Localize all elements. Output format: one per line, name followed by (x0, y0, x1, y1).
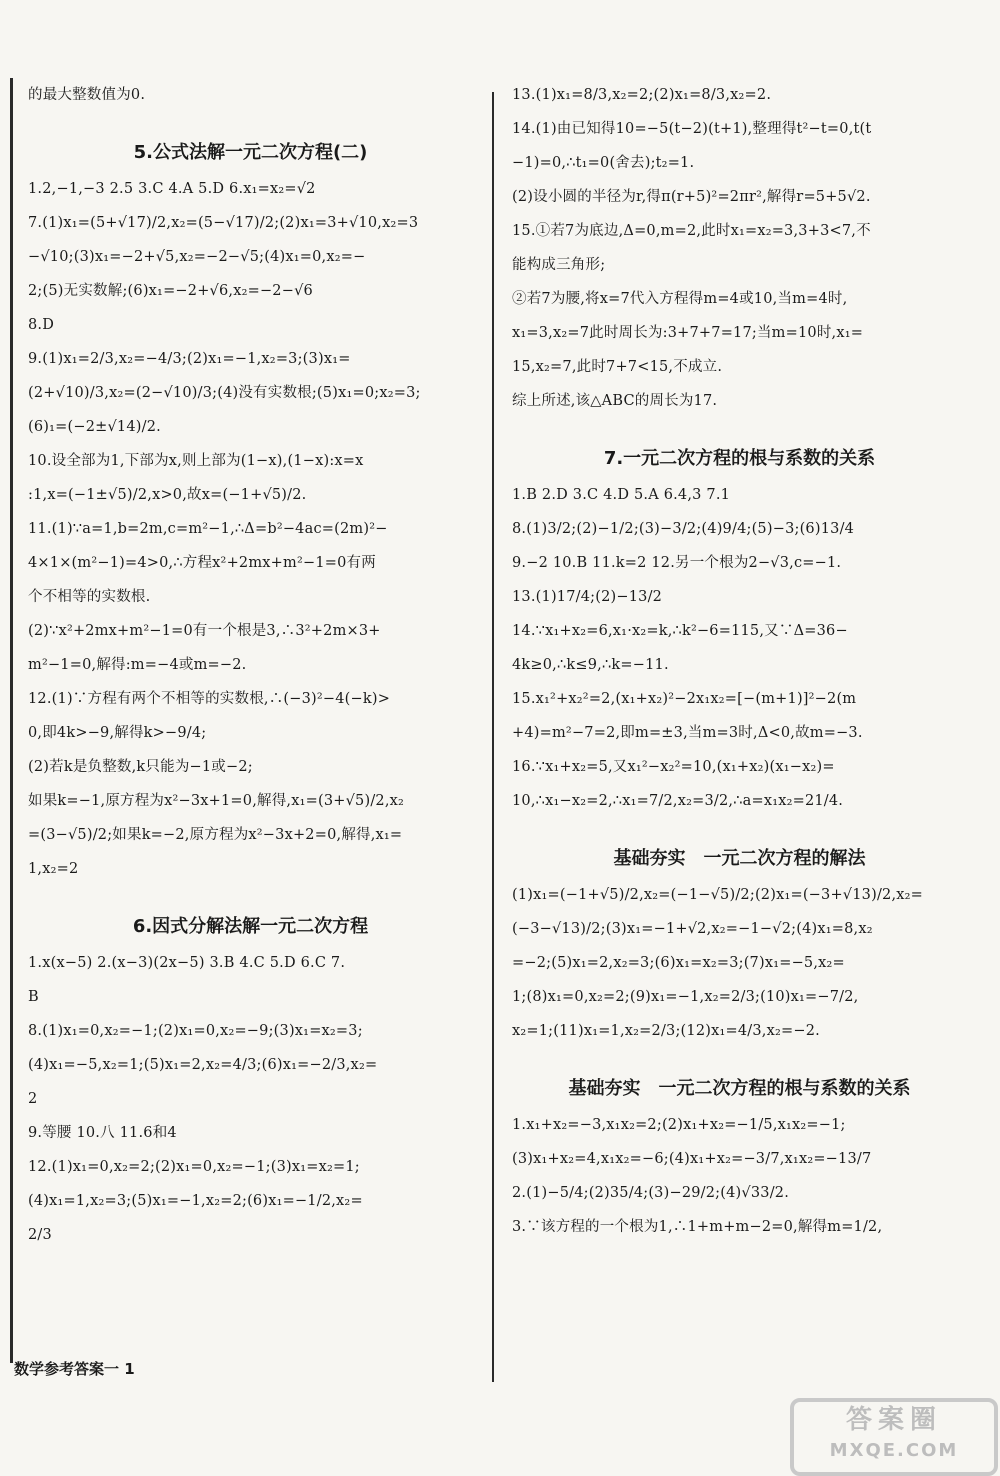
answer-line: −1)=0,∴t₁=0(舍去);t₂=1. (512, 155, 695, 171)
answer-line: 9.(1)x₁=2/3,x₂=−4/3;(2)x₁=−1,x₂=3;(3)x₁= (28, 351, 351, 367)
answer-line: 2;(5)无实数解;(6)x₁=−2+√6,x₂=−2−√6 (28, 283, 313, 299)
right-column (512, 78, 967, 1244)
answer-line: (4)x₁=1,x₂=3;(5)x₁=−1,x₂=2;(6)x₁=−1/2,x₂= (28, 1193, 363, 1209)
answer-line: 13.(1)x₁=8/3,x₂=2;(2)x₁=8/3,x₂=2. (512, 87, 772, 103)
answer-line: 13.(1)17/4;(2)−13/2 (512, 589, 663, 605)
answer-line: (6)₁=(−2±√14)/2. (28, 419, 161, 435)
answer-line: 16.∵x₁+x₂=5,又x₁²−x₂²=10,(x₁+x₂)(x₁−x₂)= (512, 759, 835, 775)
answer-line: x₂=1;(11)x₁=1,x₂=2/3;(12)x₁=4/3,x₂=−2. (512, 1023, 820, 1039)
continued-answers (512, 78, 967, 418)
answer-line: 12.(1)∵方程有两个不相等的实数根,∴(−3)²−4(−k)> (28, 691, 391, 707)
basic-solving-title: 基础夯实 一元二次方程的解法 (613, 848, 866, 869)
basic-roots-body (512, 1108, 967, 1244)
watermark-logo-text: 答案圈 (845, 1405, 942, 1435)
basic-roots-title: 基础夯实 一元二次方程的根与系数的关系 (568, 1078, 911, 1099)
answer-line: m²−1=0,解得:m=−4或m=−2. (28, 657, 247, 673)
answer-line: 8.(1)3/2;(2)−1/2;(3)−3/2;(4)9/4;(5)−3;(6)13/4 (512, 521, 855, 537)
answer-line: 1.x(x−5) 2.(x−3)(2x−5) 3.B 4.C 5.D 6.C 7. (28, 955, 346, 971)
answer-line: :1,x=(−1±√5)/2,x>0,故x=(−1+√5)/2. (28, 487, 307, 503)
section-5-title: 5.公式法解一元二次方程(二) (133, 142, 368, 163)
answer-line: (−3−√13)/2;(3)x₁=−1+√2,x₂=−1−√2;(4)x₁=8,x₂ (512, 921, 873, 937)
left-column (28, 78, 473, 1252)
answer-line: 15.x₁²+x₂²=2,(x₁+x₂)²−2x₁x₂=[−(m+1)]²−2(m (512, 691, 857, 707)
answer-line: 1,x₂=2 (28, 861, 79, 877)
answer-line: 综上所述,该△ABC的周长为17. (512, 393, 718, 409)
answer-line: (2)若k是负整数,k只能为−1或−2; (28, 759, 253, 775)
answer-line: 15,x₂=7,此时7+7<15,不成立. (512, 359, 723, 375)
intro-line: 的最大整数值为0. (28, 87, 146, 103)
answer-line: 3.∵该方程的一个根为1,∴1+m+m−2=0,解得m=1/2, (512, 1219, 883, 1235)
answer-line: 7.(1)x₁=(5+√17)/2,x₂=(5−√17)/2;(2)x₁=3+√10,x₂=3 (28, 215, 419, 231)
watermark-url: MXQE.COM (829, 1440, 959, 1461)
answer-line: 能构成三角形; (512, 257, 606, 273)
answer-line: 1;(8)x₁=0,x₂=2;(9)x₁=−1,x₂=2/3;(10)x₁=−7/2, (512, 989, 859, 1005)
answer-line: 0,即4k>−9,解得k>−9/4; (28, 725, 207, 741)
answer-line: 2/3 (28, 1227, 52, 1243)
answer-line: 4k≥0,∴k≤9,∴k=−11. (512, 657, 669, 673)
answer-line: 12.(1)x₁=0,x₂=2;(2)x₁=0,x₂=−1;(3)x₁=x₂=1; (28, 1159, 360, 1175)
answer-line: 1.2,−1,−3 2.5 3.C 4.A 5.D 6.x₁=x₂=√2 (28, 181, 316, 197)
answer-line: 1.B 2.D 3.C 4.D 5.A 6.4,3 7.1 (512, 487, 731, 503)
answer-line: 2.(1)−5/4;(2)35/4;(3)−29/2;(4)√33/2. (512, 1185, 790, 1201)
column-divider (492, 92, 494, 1382)
answer-line: B (28, 989, 39, 1005)
answer-line: 10,∴x₁−x₂=2,∴x₁=7/2,x₂=3/2,∴a=x₁x₂=21/4. (512, 793, 844, 809)
basic-solving-body (512, 878, 967, 1048)
answer-line: 8.D (28, 317, 55, 333)
answer-line: 2 (28, 1091, 38, 1107)
answer-line: =(3−√5)/2;如果k=−2,原方程为x²−3x+2=0,解得,x₁= (28, 827, 403, 843)
answer-line: 个不相等的实数根. (28, 589, 151, 605)
answer-line: (2+√10)/3,x₂=(2−√10)/3;(4)没有实数根;(5)x₁=0;x₂=3; (28, 385, 421, 401)
answer-line: (1)x₁=(−1+√5)/2,x₂=(−1−√5)/2;(2)x₁=(−3+√13)/2,x₂= (512, 887, 924, 903)
answer-line: 14.∵x₁+x₂=6,x₁·x₂=k,∴k²−6=115,又∵Δ=36− (512, 623, 848, 639)
answer-line: +4)=m²−7=2,即m=±3,当m=3时,Δ<0,故m=−3. (512, 725, 863, 741)
answer-line: (3)x₁+x₂=4,x₁x₂=−6;(4)x₁+x₂=−3/7,x₁x₂=−13/7 (512, 1151, 872, 1167)
site-watermark (790, 1398, 998, 1476)
answer-line: =−2;(5)x₁=2,x₂=3;(6)x₁=x₂=3;(7)x₁=−5,x₂= (512, 955, 845, 971)
section-7-title: 7.一元二次方程的根与系数的关系 (603, 448, 876, 469)
answer-line: 4×1×(m²−1)=4>0,∴方程x²+2mx+m²−1=0有两 (28, 555, 376, 571)
answer-line: x₁=3,x₂=7此时周长为:3+7+7=17;当m=10时,x₁= (512, 325, 864, 341)
answer-line: (2)设小圆的半径为r,得π(r+5)²=2πr²,解得r=5+5√2. (512, 189, 871, 205)
answer-line: 14.(1)由已知得10=−5(t−2)(t+1),整理得t²−t=0,t(t (512, 121, 872, 137)
left-edge-rule (10, 78, 13, 1363)
answer-line: −√10;(3)x₁=−2+√5,x₂=−2−√5;(4)x₁=0,x₂=− (28, 249, 366, 265)
answer-line: 9.等腰 10.八 11.6和4 (28, 1125, 177, 1141)
page-footer: 数学参考答案一 1 (14, 1360, 135, 1378)
answer-line: 9.−2 10.B 11.k=2 12.另一个根为2−√3,c=−1. (512, 555, 842, 571)
answer-line: (2)∵x²+2mx+m²−1=0有一个根是3,∴3²+2m×3+ (28, 623, 381, 639)
section-6-body (28, 946, 473, 1252)
section-6-title: 6.因式分解法解一元二次方程 (132, 916, 369, 937)
section-5-body (28, 172, 473, 886)
answer-line: 11.(1)∵a=1,b=2m,c=m²−1,∴Δ=b²−4ac=(2m)²− (28, 521, 388, 537)
section-7-body (512, 478, 967, 818)
answer-line: 1.x₁+x₂=−3,x₁x₂=2;(2)x₁+x₂=−1/5,x₁x₂=−1; (512, 1117, 846, 1133)
answer-line: 8.(1)x₁=0,x₂=−1;(2)x₁=0,x₂=−9;(3)x₁=x₂=3; (28, 1023, 363, 1039)
answer-line: 15.①若7为底边,Δ=0,m=2,此时x₁=x₂=3,3+3<7,不 (512, 223, 871, 239)
answer-line: 10.设全部为1,下部为x,则上部为(1−x),(1−x):x=x (28, 453, 364, 469)
answer-line: ②若7为腰,将x=7代入方程得m=4或10,当m=4时, (512, 291, 848, 307)
answer-line: (4)x₁=−5,x₂=1;(5)x₁=2,x₂=4/3;(6)x₁=−2/3,x₂= (28, 1057, 378, 1073)
answer-line: 如果k=−1,原方程为x²−3x+1=0,解得,x₁=(3+√5)/2,x₂ (28, 793, 405, 809)
